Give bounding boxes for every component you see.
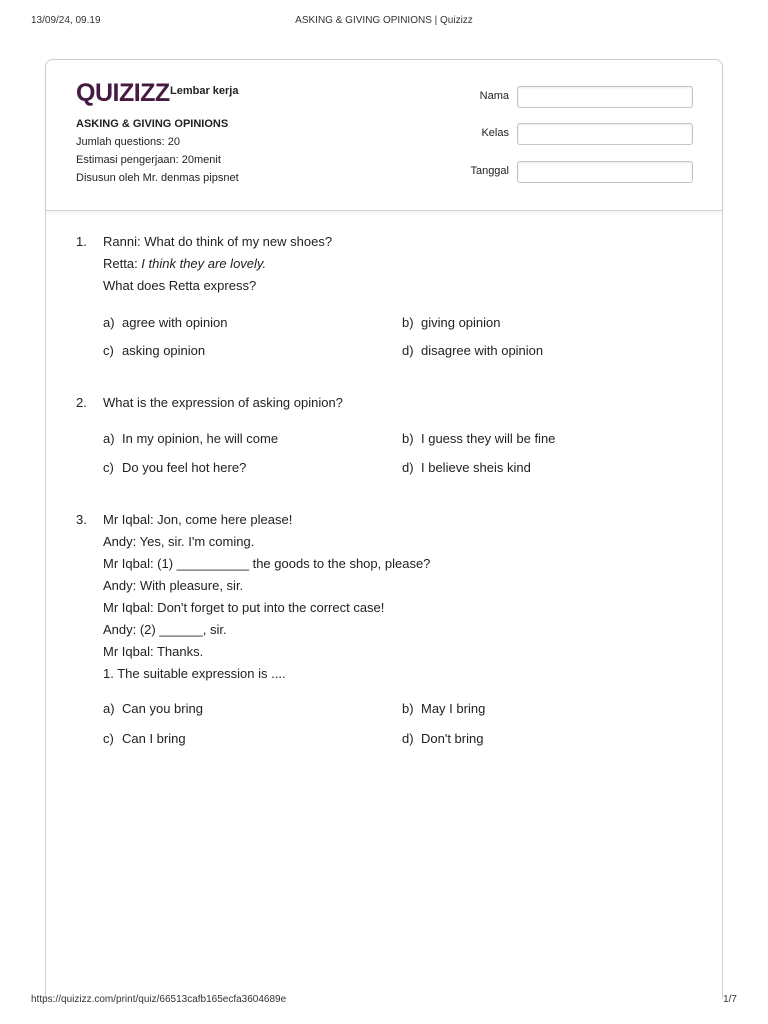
- author: Disusun oleh Mr. denmas pipsnet: [76, 172, 239, 184]
- option-letter: d): [402, 343, 414, 358]
- question-line: Andy: With pleasure, sir.: [103, 578, 244, 593]
- class-label: Kelas: [481, 127, 509, 139]
- quiz-title: ASKING & GIVING OPINIONS: [76, 118, 229, 130]
- italic-response: I think they are lovely.: [141, 256, 267, 271]
- option-text: Can you bring: [122, 701, 203, 716]
- option-letter: a): [103, 701, 115, 716]
- option-letter: b): [402, 701, 414, 716]
- question-line: Mr Iqbal: Jon, come here please!: [103, 512, 293, 527]
- question-line: Ranni: What do think of my new shoes?: [103, 234, 333, 249]
- option-2a[interactable]: [103, 431, 278, 446]
- option-letter: a): [103, 431, 115, 446]
- option-text: I guess they will be fine: [421, 431, 556, 446]
- print-title: ASKING & GIVING OPINIONS | Quizizz: [295, 15, 473, 26]
- question-number: 1.: [76, 234, 87, 249]
- option-letter: d): [402, 731, 414, 746]
- option-text: In my opinion, he will come: [122, 431, 279, 446]
- option-text: Don't bring: [421, 731, 484, 746]
- option-2c[interactable]: [103, 460, 246, 475]
- option-2d[interactable]: [402, 460, 531, 475]
- option-text: disagree with opinion: [421, 343, 544, 358]
- option-1a[interactable]: [103, 315, 228, 330]
- print-url: https://quizizz.com/print/quiz/66513cafb165ecfa3604689e: [31, 994, 287, 1005]
- option-text: giving opinion: [421, 315, 501, 330]
- question-count: Jumlah questions: 20: [76, 136, 180, 148]
- option-text: Do you feel hot here?: [122, 460, 247, 475]
- quizizz-logo: QUIZIZZ: [76, 79, 170, 107]
- option-letter: d): [402, 460, 414, 475]
- option-text: agree with opinion: [122, 315, 228, 330]
- name-field[interactable]: [517, 86, 693, 108]
- question-line: What is the expression of asking opinion?: [103, 395, 343, 410]
- worksheet: [45, 59, 723, 999]
- question-line: Mr Iqbal: (1) __________ the goods to the shop, please?: [103, 556, 431, 571]
- name-label: Nama: [479, 90, 509, 102]
- print-date: 13/09/24, 09.19: [31, 15, 101, 26]
- question-line: [103, 256, 266, 271]
- class-field[interactable]: [517, 123, 693, 145]
- question-line: Andy: (2) ______, sir.: [103, 622, 227, 637]
- date-field[interactable]: [517, 161, 693, 183]
- date-label: Tanggal: [470, 165, 509, 177]
- question-number: 3.: [76, 512, 87, 527]
- question-number: 2.: [76, 395, 87, 410]
- question-line: What does Retta express?: [103, 278, 257, 293]
- question-line: Mr Iqbal: Thanks.: [103, 644, 204, 659]
- option-2b[interactable]: [402, 431, 555, 446]
- print-header: [0, 15, 768, 29]
- print-footer: [0, 994, 768, 1008]
- time-estimate: Estimasi pengerjaan: 20menit: [76, 154, 221, 166]
- option-1b[interactable]: [402, 315, 501, 330]
- worksheet-label: Lembar kerja: [170, 85, 239, 97]
- page-number: 1/7: [723, 994, 737, 1005]
- option-text: I believe sheis kind: [421, 460, 531, 475]
- option-letter: c): [103, 343, 114, 358]
- option-letter: b): [402, 431, 414, 446]
- option-letter: c): [103, 731, 114, 746]
- option-3b[interactable]: [402, 701, 485, 716]
- option-3c[interactable]: [103, 731, 186, 746]
- option-text: May I bring: [421, 701, 486, 716]
- option-1c[interactable]: [103, 343, 205, 358]
- option-text: asking opinion: [122, 343, 206, 358]
- option-letter: b): [402, 315, 414, 330]
- option-3a[interactable]: [103, 701, 203, 716]
- worksheet-header: [46, 60, 722, 211]
- option-letter: c): [103, 460, 114, 475]
- option-3d[interactable]: [402, 731, 483, 746]
- option-letter: a): [103, 315, 115, 330]
- question-line: Mr Iqbal: Don't forget to put into the correct case!: [103, 600, 385, 615]
- option-1d[interactable]: [402, 343, 543, 358]
- speaker-label: Retta:: [103, 256, 142, 271]
- option-text: Can I bring: [122, 731, 186, 746]
- question-line: 1. The suitable expression is ....: [103, 666, 286, 681]
- question-line: Andy: Yes, sir. I'm coming.: [103, 534, 255, 549]
